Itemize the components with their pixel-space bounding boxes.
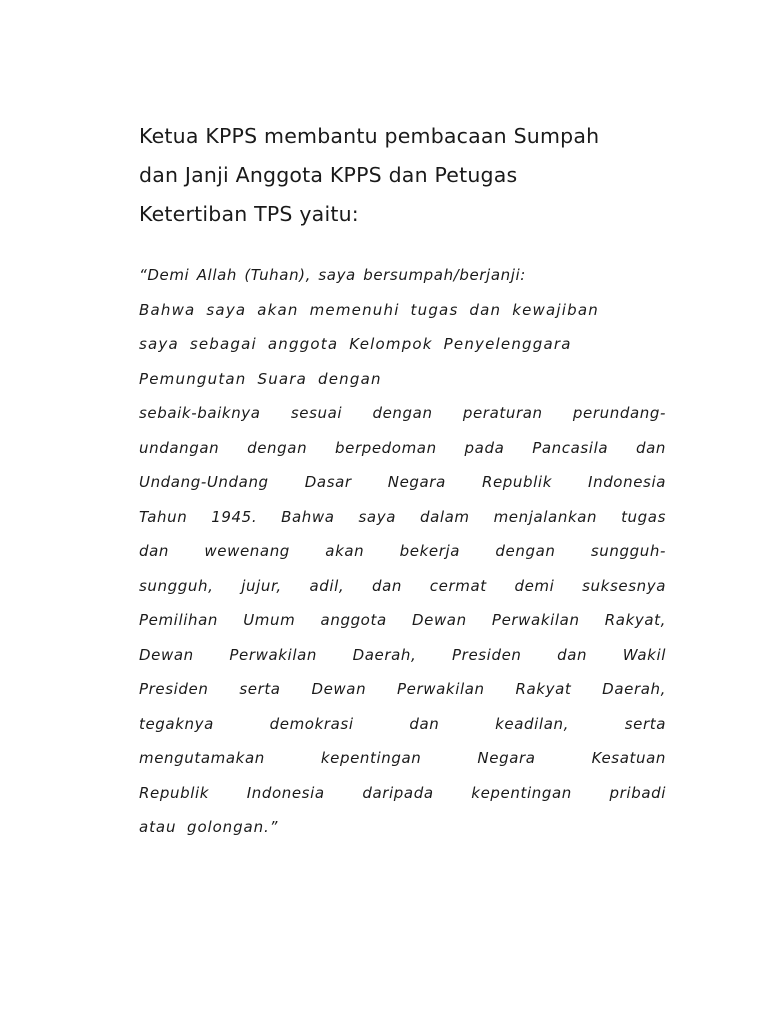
- oath-intro-line: saya sebagai anggota Kelompok Penyelenggara: [139, 335, 572, 353]
- oath-body-line: undangan dengan berpedoman pada Pancasila dan: [139, 438, 666, 457]
- heading-line: dan Janji Anggota KPPS dan Petugas: [139, 163, 518, 187]
- oath-body-line: Dewan Perwakilan Daerah, Presiden dan Wakil: [139, 645, 666, 664]
- document-heading: [139, 117, 679, 234]
- oath-body-line: sebaik-baiknya sesuai dengan peraturan perundang-: [139, 404, 666, 422]
- oath-intro-line: “Demi Allah (Tuhan), saya bersumpah/berjanji:: [139, 266, 526, 284]
- heading-line: Ketua KPPS membantu pembacaan Sumpah: [139, 124, 600, 148]
- oath-body-line: Tahun 1945. Bahwa saya dalam menjalankan tugas: [139, 507, 666, 526]
- oath-body-line: tegaknya demokrasi dan keadilan, serta: [139, 714, 666, 733]
- oath-body-line: Presiden serta Dewan Perwakilan Rakyat Daerah,: [139, 680, 666, 698]
- oath-body-line: Republik Indonesia daripada kepentingan pribadi: [139, 783, 666, 802]
- oath-closing-line: atau golongan.”: [139, 818, 279, 836]
- oath-body-line: Pemilihan Umum anggota Dewan Perwakilan Rakyat,: [139, 611, 666, 629]
- oath-intro-line: Pemungutan Suara dengan: [139, 369, 382, 388]
- oath-body-line: dan wewenang akan bekerja dengan sungguh-: [139, 542, 666, 560]
- oath-body-line: Undang-Undang Dasar Negara Republik Indonesia: [139, 473, 666, 491]
- oath-intro-line: Bahwa saya akan memenuhi tugas dan kewajiban: [139, 300, 599, 319]
- oath-body-line: mengutamakan kepentingan Negara Kesatuan: [139, 749, 666, 767]
- heading-line: Ketertiban TPS yaitu:: [139, 202, 359, 226]
- oath-body-line: sungguh, jujur, adil, dan cermat demi suksesnya: [139, 576, 666, 595]
- oath-text: [139, 258, 666, 845]
